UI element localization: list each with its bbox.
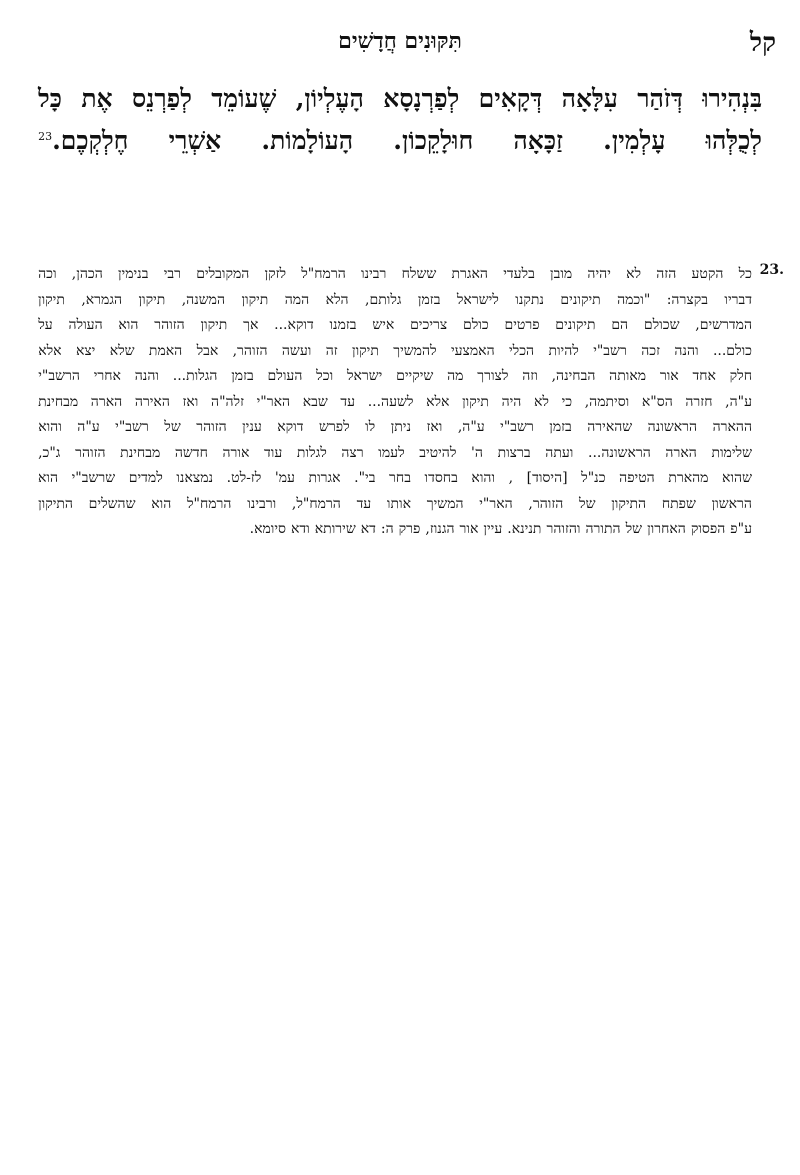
word: מה [447,368,464,384]
word: תיקונים [555,317,596,333]
word: למדים [128,470,163,486]
word: , [508,470,514,486]
word: ששלח [401,266,437,282]
word: אבל [196,342,219,359]
word: להיטיב [419,444,457,461]
word: אותו [386,495,412,512]
word: אַשְׁרֵי [168,126,222,156]
word: בזמן [549,419,572,435]
word: האר"י [479,495,513,512]
word: עד [356,495,372,512]
word: ורבינו [247,495,277,512]
word: הגנוז, [425,521,455,537]
main-line [38,80,762,118]
word: אחד [692,368,716,384]
word: תנינא. [507,521,542,537]
word: והזוהר [546,521,581,537]
word: התיקון [38,495,73,512]
word: נתקנו [515,291,544,308]
word: וכה [38,266,57,282]
word: עד [340,393,356,410]
word: כולם [462,317,489,333]
footnote-line [38,339,752,365]
word: הפסוק [690,521,726,537]
word: ענין [242,419,262,435]
word: הטיפה [619,470,655,486]
footnote-line [38,441,752,467]
word: זַכָּאָה [513,126,564,156]
word: בזמן [231,368,254,384]
word: חדשה [174,444,208,461]
word: לא [626,266,642,282]
word: בזמנו [329,317,357,333]
word: כָּל [38,84,62,113]
word: הוא [118,317,139,333]
word: אחרי [93,368,121,384]
word: הוא [151,495,172,512]
word: בחר [389,470,411,486]
word: ואז [426,419,443,435]
word: הגמרא, [81,291,123,308]
word: היה [501,393,522,410]
word: האר"י [256,393,291,410]
footnote-line [38,492,752,518]
word: מבחינת [120,444,161,461]
word: חזרה [685,393,713,410]
word: עמ' [274,470,295,486]
footnote-line [38,415,752,441]
word: שיקיים [396,368,434,384]
word: הכלי [508,342,535,359]
word: דוקא [277,419,304,435]
word: הָעֶלְיוֹן, [295,84,364,113]
word: הזוהר, [232,342,268,359]
word: הרמח"ל [301,266,346,282]
word: בקצרה: [666,291,708,308]
word: ההארה [712,419,752,435]
word: לְפַרְנֵס [131,84,192,113]
word: שירותא [314,521,356,537]
word: ועשה [281,342,312,359]
footnote-line [38,466,752,492]
word: הארה [90,393,123,410]
word: ישראל [346,368,383,384]
word: ע"ה, [725,393,752,410]
word: דא [360,521,376,537]
word: הזוהר [75,444,106,461]
word: זכה [641,342,660,359]
word: הוא [38,470,59,486]
word: נמצאנו [176,470,214,486]
word: האגרת [451,266,488,282]
word: הזה [656,266,677,282]
word: של [625,521,643,537]
word: מבחינת [38,393,79,410]
word: הרמח"ל, [291,495,341,512]
word: וסיתמה, [584,393,630,410]
word: הארה [665,444,697,461]
word: וכל [316,368,334,384]
word: שהוא [722,470,752,486]
word: רצה [341,444,364,461]
word: תיקון [352,342,379,359]
word: חוּלָקֵכוֹן. [393,126,474,156]
word: [היסוד] [526,470,568,486]
word: הכהן, [71,266,103,282]
word: המקובלים [196,266,250,282]
word: והנה [134,368,159,384]
footnote-line [38,288,752,314]
word: לְכֻלְּהוּ [705,126,762,156]
word: בלעדי [503,266,535,282]
word: והנה [674,342,699,359]
word: להמשיך [393,342,437,359]
word: האירה [134,393,170,410]
word: אלא [38,342,62,359]
word: מובן [550,266,573,282]
word: האמת [148,342,183,359]
word: המה [284,291,310,308]
word: אורה [222,444,250,461]
word: לצורך [477,368,509,384]
word: בזמן [417,291,441,308]
word: תיקון [38,291,65,308]
footnote-line [38,517,752,543]
word: זה [325,342,338,359]
footnote-line [38,364,752,390]
word: אור [659,368,679,384]
running-title: תִּקּוּנִים חֲדָשִׁים [338,28,462,54]
word: זלה"ה [211,393,245,410]
word: תיקון [462,393,489,410]
word: רשב"י [115,419,149,435]
word: הראשונה... [588,444,651,461]
footnote-line [38,390,752,416]
word: אלא [426,393,450,410]
footnote-line [38,262,752,288]
word: האמצעי [450,342,495,359]
word: פרק [398,521,421,537]
word: הרשב"י [38,368,80,384]
word: וזה [522,368,538,384]
word: ע"ה, [457,419,485,435]
word: המשנה, [181,291,226,308]
word: שהשלים [88,495,136,512]
word: והוא [471,470,496,486]
footnote [38,262,784,543]
word: לו [365,419,376,435]
word: ואז [182,393,199,410]
word: רשב"י [500,419,534,435]
word: בחסדו [424,470,458,486]
word: אגרות [308,470,341,486]
main-line [38,118,762,156]
word: רבינו [360,266,387,282]
word: שלא [109,342,135,359]
word: דבריו [724,291,752,308]
word: הראשון [711,495,752,512]
word: לגלות [296,444,327,461]
word: ע"ה [77,419,100,435]
footnote-lines [38,262,752,543]
word: רשב"י [593,342,627,359]
word: הראשונה [647,419,698,435]
word: תיקון [241,291,269,308]
word: לפרש [318,419,350,435]
word: חֶלְקְכֶם. [52,126,129,156]
word: חלק [729,368,752,384]
word: ה' [471,444,483,461]
word: יצא [75,342,96,359]
word: "וכמה [617,291,651,308]
word: על [38,317,53,333]
word: מאותה [609,368,647,384]
word: דְּזֹהַר [637,84,683,113]
word: עיין [483,521,503,537]
word: אך [243,317,259,333]
word: והוא [38,419,62,435]
word: הבחינה, [551,368,596,384]
word: ה: [380,521,394,537]
word: כולם... [712,342,752,359]
word: בי". [354,470,376,486]
word: הס"א [641,393,673,410]
word: הזוהר [196,419,227,435]
word: מהארת [668,470,709,486]
word: שכולם [643,317,680,333]
word: לישראל [456,291,499,308]
word: הגלות... [172,368,218,384]
word: כי [561,393,573,410]
word: הקטע [691,266,724,282]
word: לזקן [264,266,287,282]
word: ודא [291,521,310,537]
word: יהיה [587,266,611,282]
word: תיקון [138,291,166,308]
word: כנ"ל [581,470,606,486]
word: המדרשים, [695,317,752,333]
word: שפתח [661,495,696,512]
word: איש [372,317,395,333]
word: המשיך [426,495,464,512]
word: הלא [325,291,349,308]
word: לא [533,393,549,410]
word: שֶׁעוֹמֵד [211,84,277,113]
word: שהאירה [587,419,633,435]
word: התורה [585,521,621,537]
word: הזוהר [154,317,185,333]
word: הם [611,317,629,333]
word: פרטים [504,317,540,333]
word: הרמח"ל [186,495,232,512]
word: ג"כ, [38,444,61,461]
word: לז-לט. [226,470,262,486]
word: עָלְמִין. [603,126,666,156]
word-with-ref [38,118,128,160]
word: אור [459,521,479,537]
main-text [38,80,762,156]
word: דְּקָאִים [478,84,543,113]
word: עוד [264,444,283,461]
word: לעמו [378,444,405,461]
word: שלימות [711,444,752,461]
word: הָעוֹלָמוֹת. [261,126,354,156]
word: הזוהר, [528,495,564,512]
word: שרשב"י [71,470,116,486]
word: של [164,419,181,435]
footnote-number: 23. [759,262,784,278]
word: כל [738,266,752,282]
word: תיקונים [560,291,601,308]
word: ע"פ [730,521,752,537]
word: ניתן [390,419,412,435]
word: סיומא. [249,521,287,537]
word: צריכים [410,317,448,333]
word: רבי [163,266,181,282]
word: לשעה... [367,393,414,410]
word: גלותם, [365,291,402,308]
word: תיקון [200,317,228,333]
word: להיות [548,342,579,359]
word: האחרון [647,521,686,537]
word: העולם [267,368,303,384]
word: התיקון [611,495,647,512]
word: לְפַרְנָסָא [383,84,460,113]
page-number: קל [749,28,776,58]
word: של [579,495,596,512]
word: שבא [302,393,328,410]
word: בנימין [117,266,149,282]
word: דוקא... [274,317,314,333]
word: ועתה [545,444,574,461]
word: עִלָּאָה [561,84,618,113]
word: העולה [68,317,103,333]
footnote-reference: 23 [38,130,53,143]
word: בִּנְהִירוּ [702,84,762,113]
word: ברצות [497,444,531,461]
footnote-line [38,313,752,339]
word: אֶת [81,84,113,113]
